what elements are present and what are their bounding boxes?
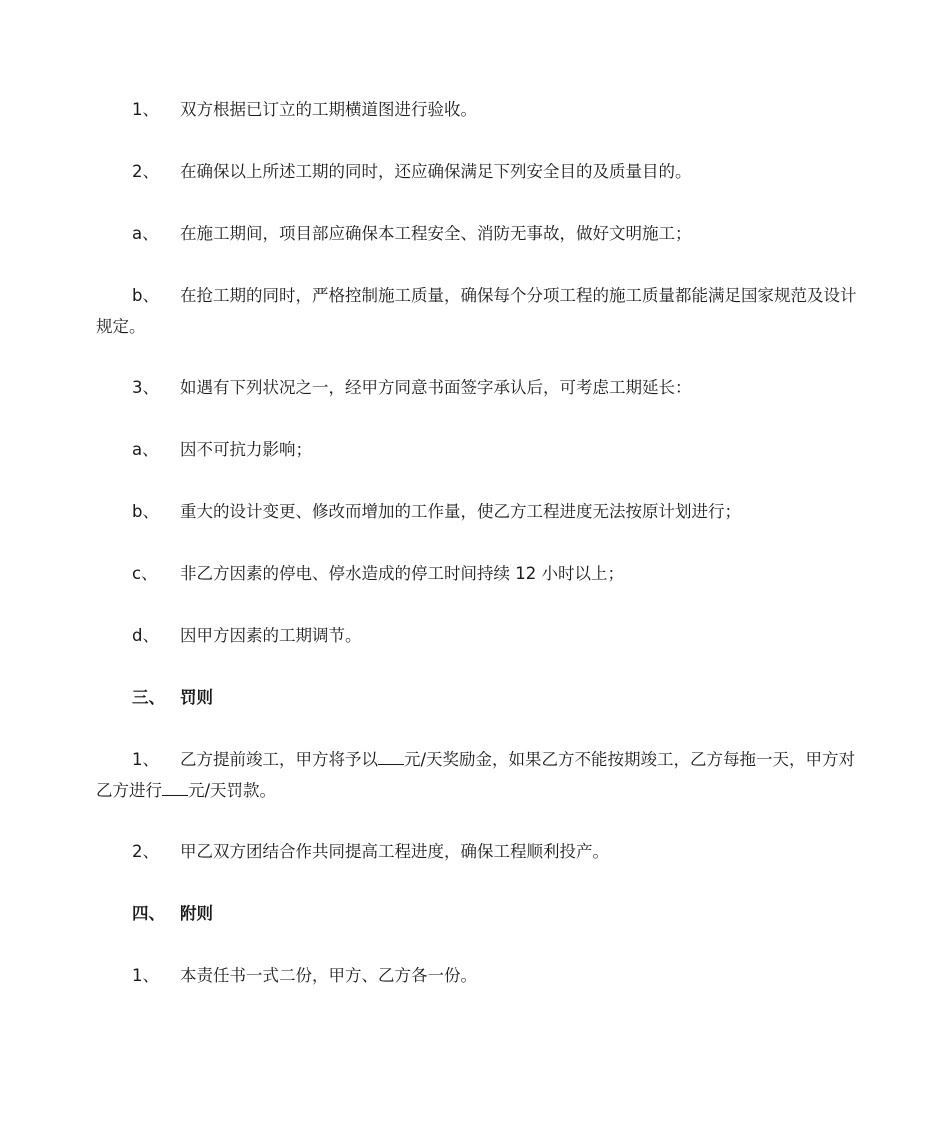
paragraph-text: 双方根据已订立的工期横道图进行验收。 [180, 100, 477, 119]
paragraph-3c [96, 558, 866, 589]
paragraph-text: 如遇有下列状况之一，经甲方同意书面签字承认后，可考虑工期延长： [180, 378, 692, 397]
item-number: 2、 [132, 842, 159, 861]
paragraph-text: 甲乙双方团结合作共同提高工程进度，确保工程顺利投产。 [180, 842, 609, 861]
paragraph-text: 因甲方因素的工期调节。 [180, 626, 362, 645]
section-number: 三、 [132, 688, 165, 707]
item-number: 1、 [132, 750, 159, 769]
paragraph-text-part-b: 元/天奖励金，如果乙方不能按期竣工，乙方每拖一天，甲方对乙方进行 [96, 750, 856, 800]
item-number: a、 [132, 224, 159, 243]
paragraph-3a [96, 434, 866, 465]
paragraph-text-part-c: 元/天罚款。 [188, 781, 277, 800]
item-number: a、 [132, 440, 159, 459]
section-heading-penalty [96, 682, 866, 713]
paragraph-1 [96, 94, 866, 125]
paragraph-2a [96, 218, 866, 249]
item-number: c、 [132, 564, 158, 583]
paragraph-text: 非乙方因素的停电、停水造成的停工时间持续 12 小时以上； [180, 564, 624, 583]
item-number: 1、 [132, 966, 159, 985]
section-heading-appendix [96, 898, 866, 929]
item-number: 2、 [132, 162, 159, 181]
paragraph-penalty-2 [96, 836, 866, 867]
paragraph-2b [96, 280, 866, 342]
reward-amount-blank [378, 748, 404, 765]
item-number: 3、 [132, 378, 159, 397]
section-number: 四、 [132, 904, 165, 923]
paragraph-3d [96, 620, 866, 651]
paragraph-text-part-a: 乙方提前竣工，甲方将予以 [180, 750, 378, 769]
penalty-amount-blank [162, 779, 188, 796]
paragraph-text: 因不可抗力影响； [180, 440, 312, 459]
paragraph-text: 在抢工期的同时，严格控制施工质量，确保每个分项工程的施工质量都能满足国家规范及设计规定。 [96, 286, 857, 336]
item-number: b、 [132, 286, 159, 305]
item-number: 1、 [132, 100, 159, 119]
paragraph-text: 重大的设计变更、修改而增加的工作量，使乙方工程进度无法按原计划进行； [180, 502, 741, 521]
paragraph-2 [96, 156, 866, 187]
section-title: 罚则 [180, 688, 213, 707]
item-number: b、 [132, 502, 159, 521]
paragraph-appendix-1 [96, 960, 866, 991]
paragraph-text: 在施工期间，项目部应确保本工程安全、消防无事故，做好文明施工； [180, 224, 692, 243]
section-title: 附则 [180, 904, 213, 923]
paragraph-3b [96, 496, 866, 527]
paragraph-text: 在确保以上所述工期的同时，还应确保满足下列安全目的及质量目的。 [180, 162, 692, 181]
paragraph-3 [96, 372, 866, 403]
paragraph-text: 本责任书一式二份，甲方、乙方各一份。 [180, 966, 477, 985]
item-number: d、 [132, 626, 159, 645]
paragraph-penalty-1 [96, 744, 866, 806]
